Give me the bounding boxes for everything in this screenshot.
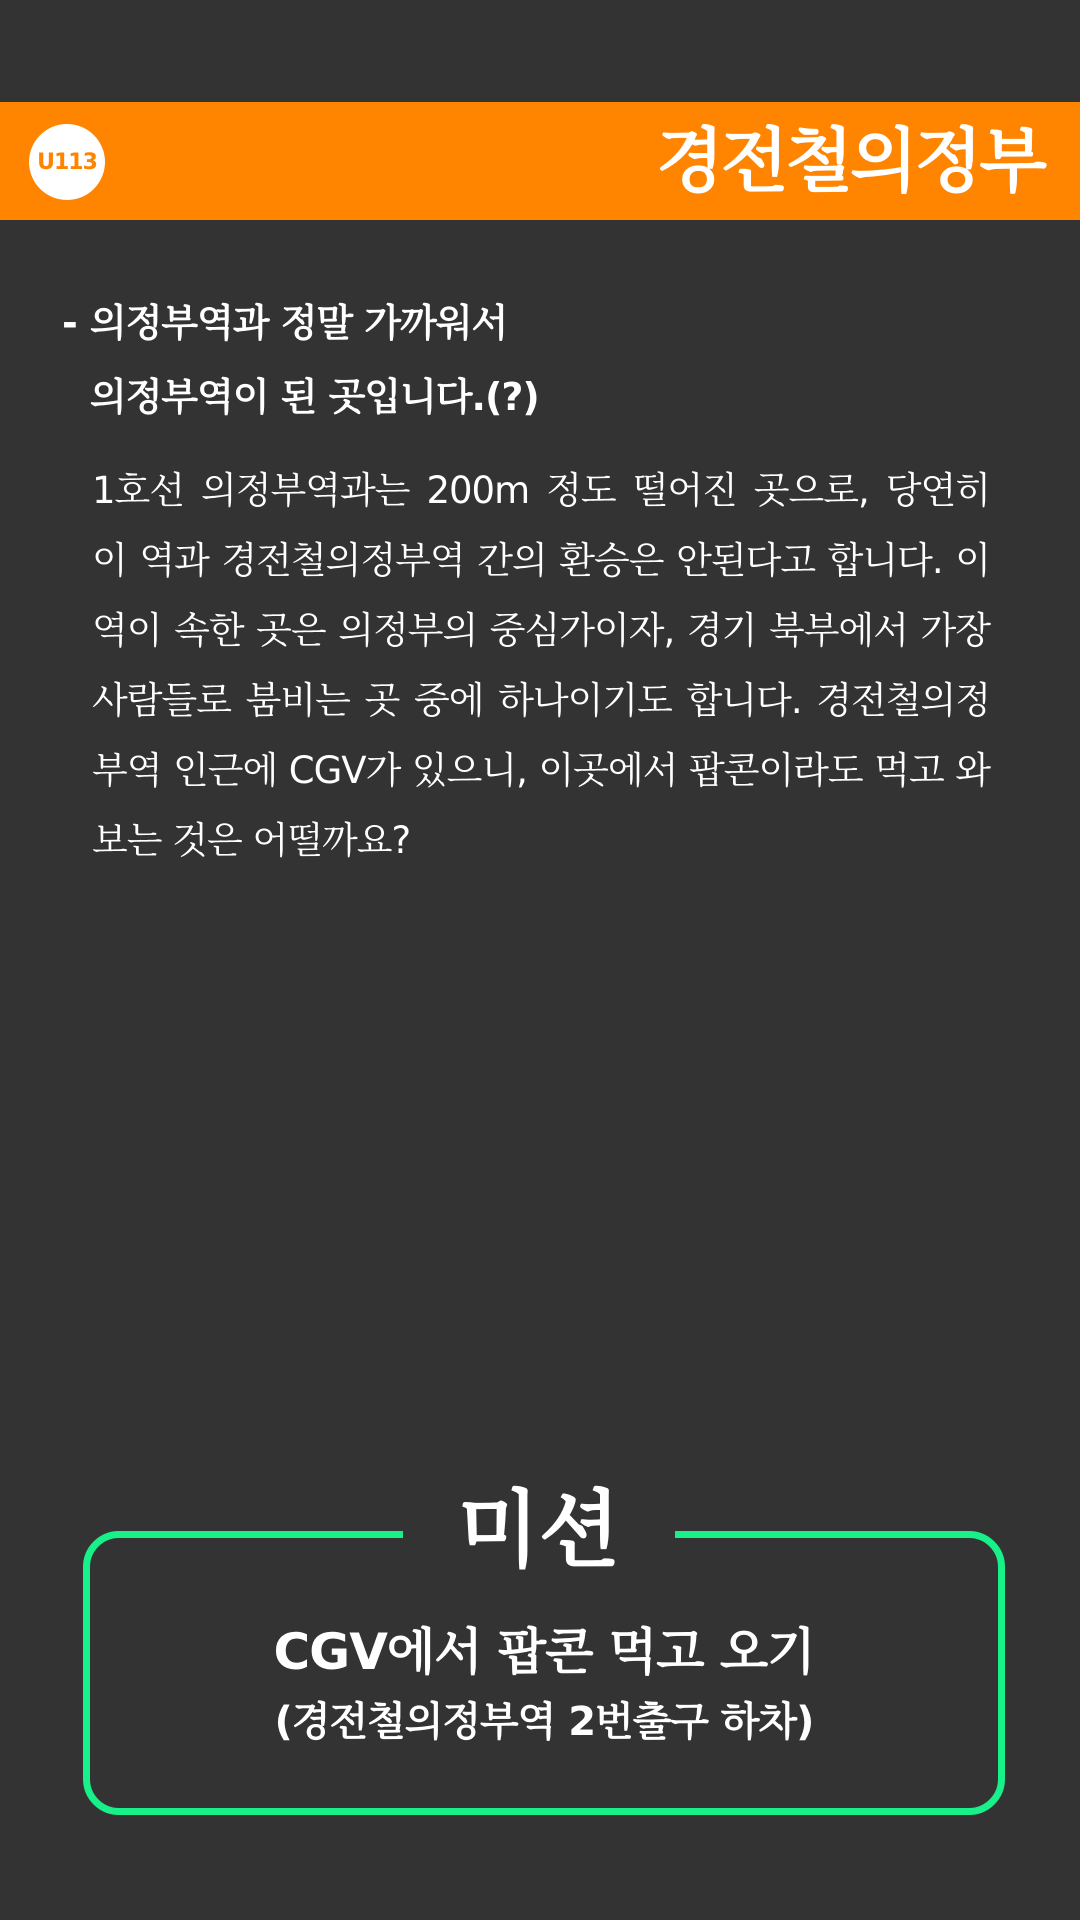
station-name: 경전철의정부 xyxy=(656,120,1044,202)
station-description: 1호선 의정부역과는 200m 정도 떨어진 곳으로, 당연히 이 역과 경전철의정부역 간의 환승은 안된다고 합니다. 이 역이 속한 곳은 의정부의 중심가이자, 경기 북부에서 가장 사람들로 붐비는 곳 중에 하나이기도 합니다. 경전철의정부역 인근에 CGV가 있으니, 이곳에서 팝콘이라도 먹고 와보는 것은 어떨까요? xyxy=(92,469,990,862)
mission-sub-text: (경전철의정부역 2번출구 하차) xyxy=(274,1699,814,1745)
station-header xyxy=(0,102,1080,220)
intro-line-1-text: 의정부역과 정말 가까워서 xyxy=(90,301,508,345)
intro-heading xyxy=(62,286,1022,434)
mission-title: 미션 xyxy=(403,1480,675,1580)
intro-dash: - xyxy=(62,301,77,345)
intro-line-2: 의정부역이 된 곳입니다.(?) xyxy=(90,375,539,419)
intro-line-1 xyxy=(62,286,1022,360)
station-code-badge: U113 xyxy=(29,124,105,200)
mission-main-text: CGV에서 팝콘 먹고 오기 xyxy=(273,1623,815,1681)
